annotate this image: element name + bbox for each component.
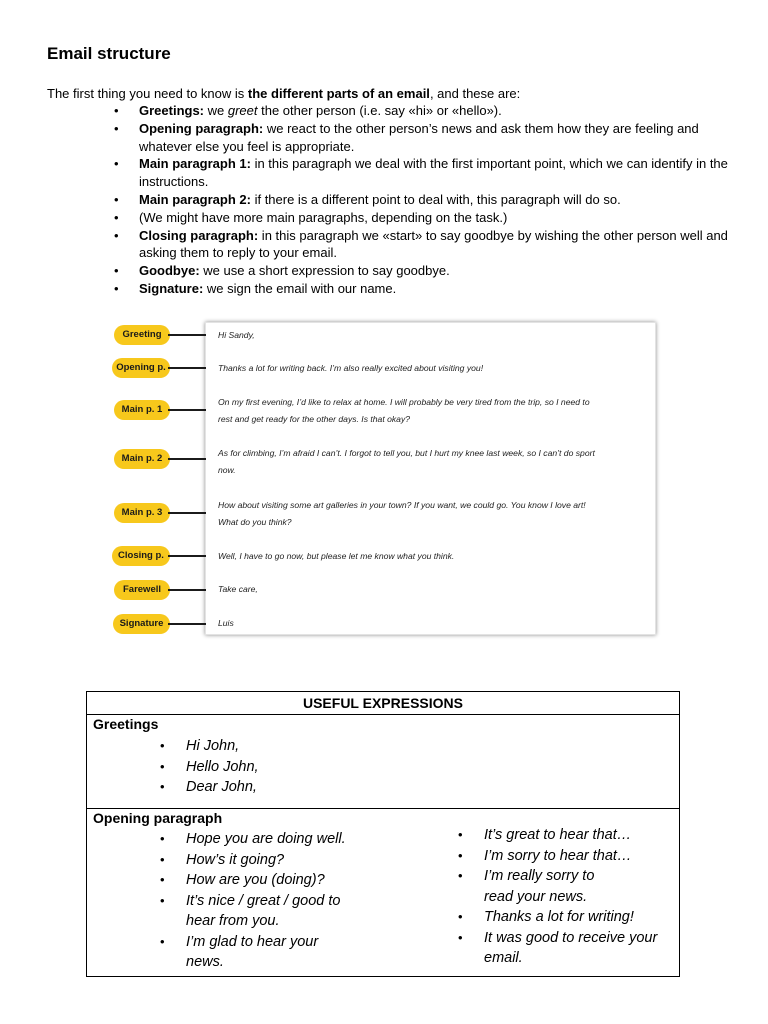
useful-expressions-table [86, 691, 680, 977]
email-part-text: we [204, 103, 228, 118]
opening-expression: • Hope you are doing well. [160, 829, 380, 850]
email-part-text: if there is a different point to deal with, this paragraph will do so. [250, 191, 621, 207]
email-part-text: (We might have more main paragraphs, depending on the task.) [139, 209, 508, 225]
opening-list-right [458, 825, 678, 969]
email-line-greeting: Hi Sandy, [218, 330, 255, 340]
opening-expression: • I’m sorry to hear that… [458, 846, 678, 867]
email-part-label: Opening paragraph: [139, 120, 264, 136]
opening-list-left [160, 829, 380, 973]
intro-bold: the different parts of an email [247, 86, 430, 101]
opening-expression-line: news. [186, 954, 224, 970]
opening-title: Opening paragraph [93, 810, 223, 826]
opening-expression-line: • It’s nice / great / good to [186, 892, 341, 909]
label-farewell: Farewell [114, 580, 170, 600]
opening-section [87, 809, 679, 976]
intro-text [47, 85, 737, 103]
email-line-signature: Luis [218, 618, 234, 628]
connector-opening [168, 367, 206, 369]
opening-expression-line: email. [484, 950, 523, 966]
label-main1: Main p. 1 [114, 400, 170, 420]
sample-email-box [205, 322, 656, 635]
email-part-item [112, 209, 732, 227]
page-title: Email structure [47, 44, 171, 63]
label-signature: Signature [113, 614, 170, 634]
greeting-expression: • Hello John, [160, 757, 259, 778]
greetings-section [87, 715, 679, 809]
email-line-closing: Well, I have to go now, but please let me know what you think. [218, 551, 455, 561]
email-part-item [112, 191, 732, 209]
opening-expression [160, 891, 380, 932]
connector-main3 [168, 512, 206, 514]
opening-expression: • How are you (doing)? [160, 870, 380, 891]
email-part-item [112, 227, 732, 263]
connector-farewell [168, 589, 206, 591]
opening-expression [458, 928, 678, 969]
connector-greeting [168, 334, 206, 336]
opening-expression [160, 932, 380, 973]
label-main2: Main p. 2 [114, 449, 170, 469]
email-part-text-end: the other person (i.e. say «hi» or «hello»). [257, 103, 502, 118]
connector-main1 [168, 409, 206, 411]
opening-expression: • It’s great to hear that… [458, 825, 678, 846]
greeting-expression: • Hi John, [160, 736, 259, 757]
greeting-expression: • Dear John, [160, 777, 259, 798]
connector-main2 [168, 458, 206, 460]
email-part-label: Closing paragraph: [139, 227, 259, 243]
email-part-item [112, 155, 732, 191]
opening-expression: • How’s it going? [160, 850, 380, 871]
email-part-text: we react to the other person’s news and ask them how they are feeling and whatever else you feel is appropriate. [139, 120, 699, 154]
email-part-text: we sign the email with our name. [203, 280, 397, 296]
email-part-emphasis: greet [227, 103, 258, 118]
email-part-item [112, 280, 732, 298]
email-part-item [112, 120, 732, 156]
greetings-list [160, 736, 259, 798]
email-part-item [112, 262, 732, 280]
intro-prefix: The first thing you need to know is [47, 86, 248, 101]
email-part-label: Main paragraph 1: [139, 156, 251, 172]
opening-expression-line: read your news. [484, 888, 588, 905]
email-line-opening: Thanks a lot for writing back. I’m also really excited about visiting you! [218, 363, 484, 373]
email-line-farewell: Take care, [218, 584, 258, 594]
email-line-main3-b: What do you think? [218, 517, 292, 527]
label-opening: Opening p. [112, 358, 170, 378]
opening-expression-line: • I’m glad to hear your [186, 933, 319, 950]
label-main3: Main p. 3 [114, 503, 170, 523]
greetings-title: Greetings [93, 716, 159, 732]
intro-suffix: , and these are: [429, 86, 521, 101]
opening-expression-line: • It was good to receive your [484, 929, 658, 946]
email-part-label: Greetings: [139, 103, 205, 118]
email-part-label: Main paragraph 2: [139, 191, 251, 207]
table-header: USEFUL EXPRESSIONS [87, 692, 679, 715]
label-greeting: Greeting [114, 325, 170, 345]
opening-expression [458, 866, 678, 907]
email-part-label: Goodbye: [139, 263, 200, 279]
email-line-main1-a: On my first evening, I’d like to relax at home. I will probably be very tired from the trip, so I need to [218, 397, 590, 407]
email-part-text: we use a short expression to say goodbye. [199, 263, 450, 279]
connector-signature [168, 623, 206, 625]
opening-expression-line: hear from you. [186, 913, 280, 929]
connector-closing [168, 555, 206, 557]
label-closing: Closing p. [112, 546, 170, 566]
email-part-item [112, 102, 732, 120]
email-line-main2-b: now. [218, 465, 236, 475]
email-line-main2-a: As for climbing, I’m afraid I can’t. I forgot to tell you, but I hurt my knee last week, so I can’t do sport [218, 448, 595, 458]
opening-expression-line: • I’m really sorry to [484, 868, 595, 884]
email-part-label: Signature: [139, 280, 204, 296]
email-part-text: in this paragraph we deal with the first important point, which we can identify in the instructions. [139, 156, 728, 190]
email-parts-list [112, 102, 732, 298]
opening-expression: • Thanks a lot for writing! [458, 907, 678, 928]
email-line-main1-b: rest and get ready for the other days. Is that okay? [218, 414, 411, 424]
email-line-main3-a: How about visiting some art galleries in your town? If you want, we could go. You know I love art! [218, 500, 586, 510]
email-part-text: in this paragraph we «start» to say goodbye by wishing the other person well and asking them to reply to your email. [139, 227, 728, 261]
